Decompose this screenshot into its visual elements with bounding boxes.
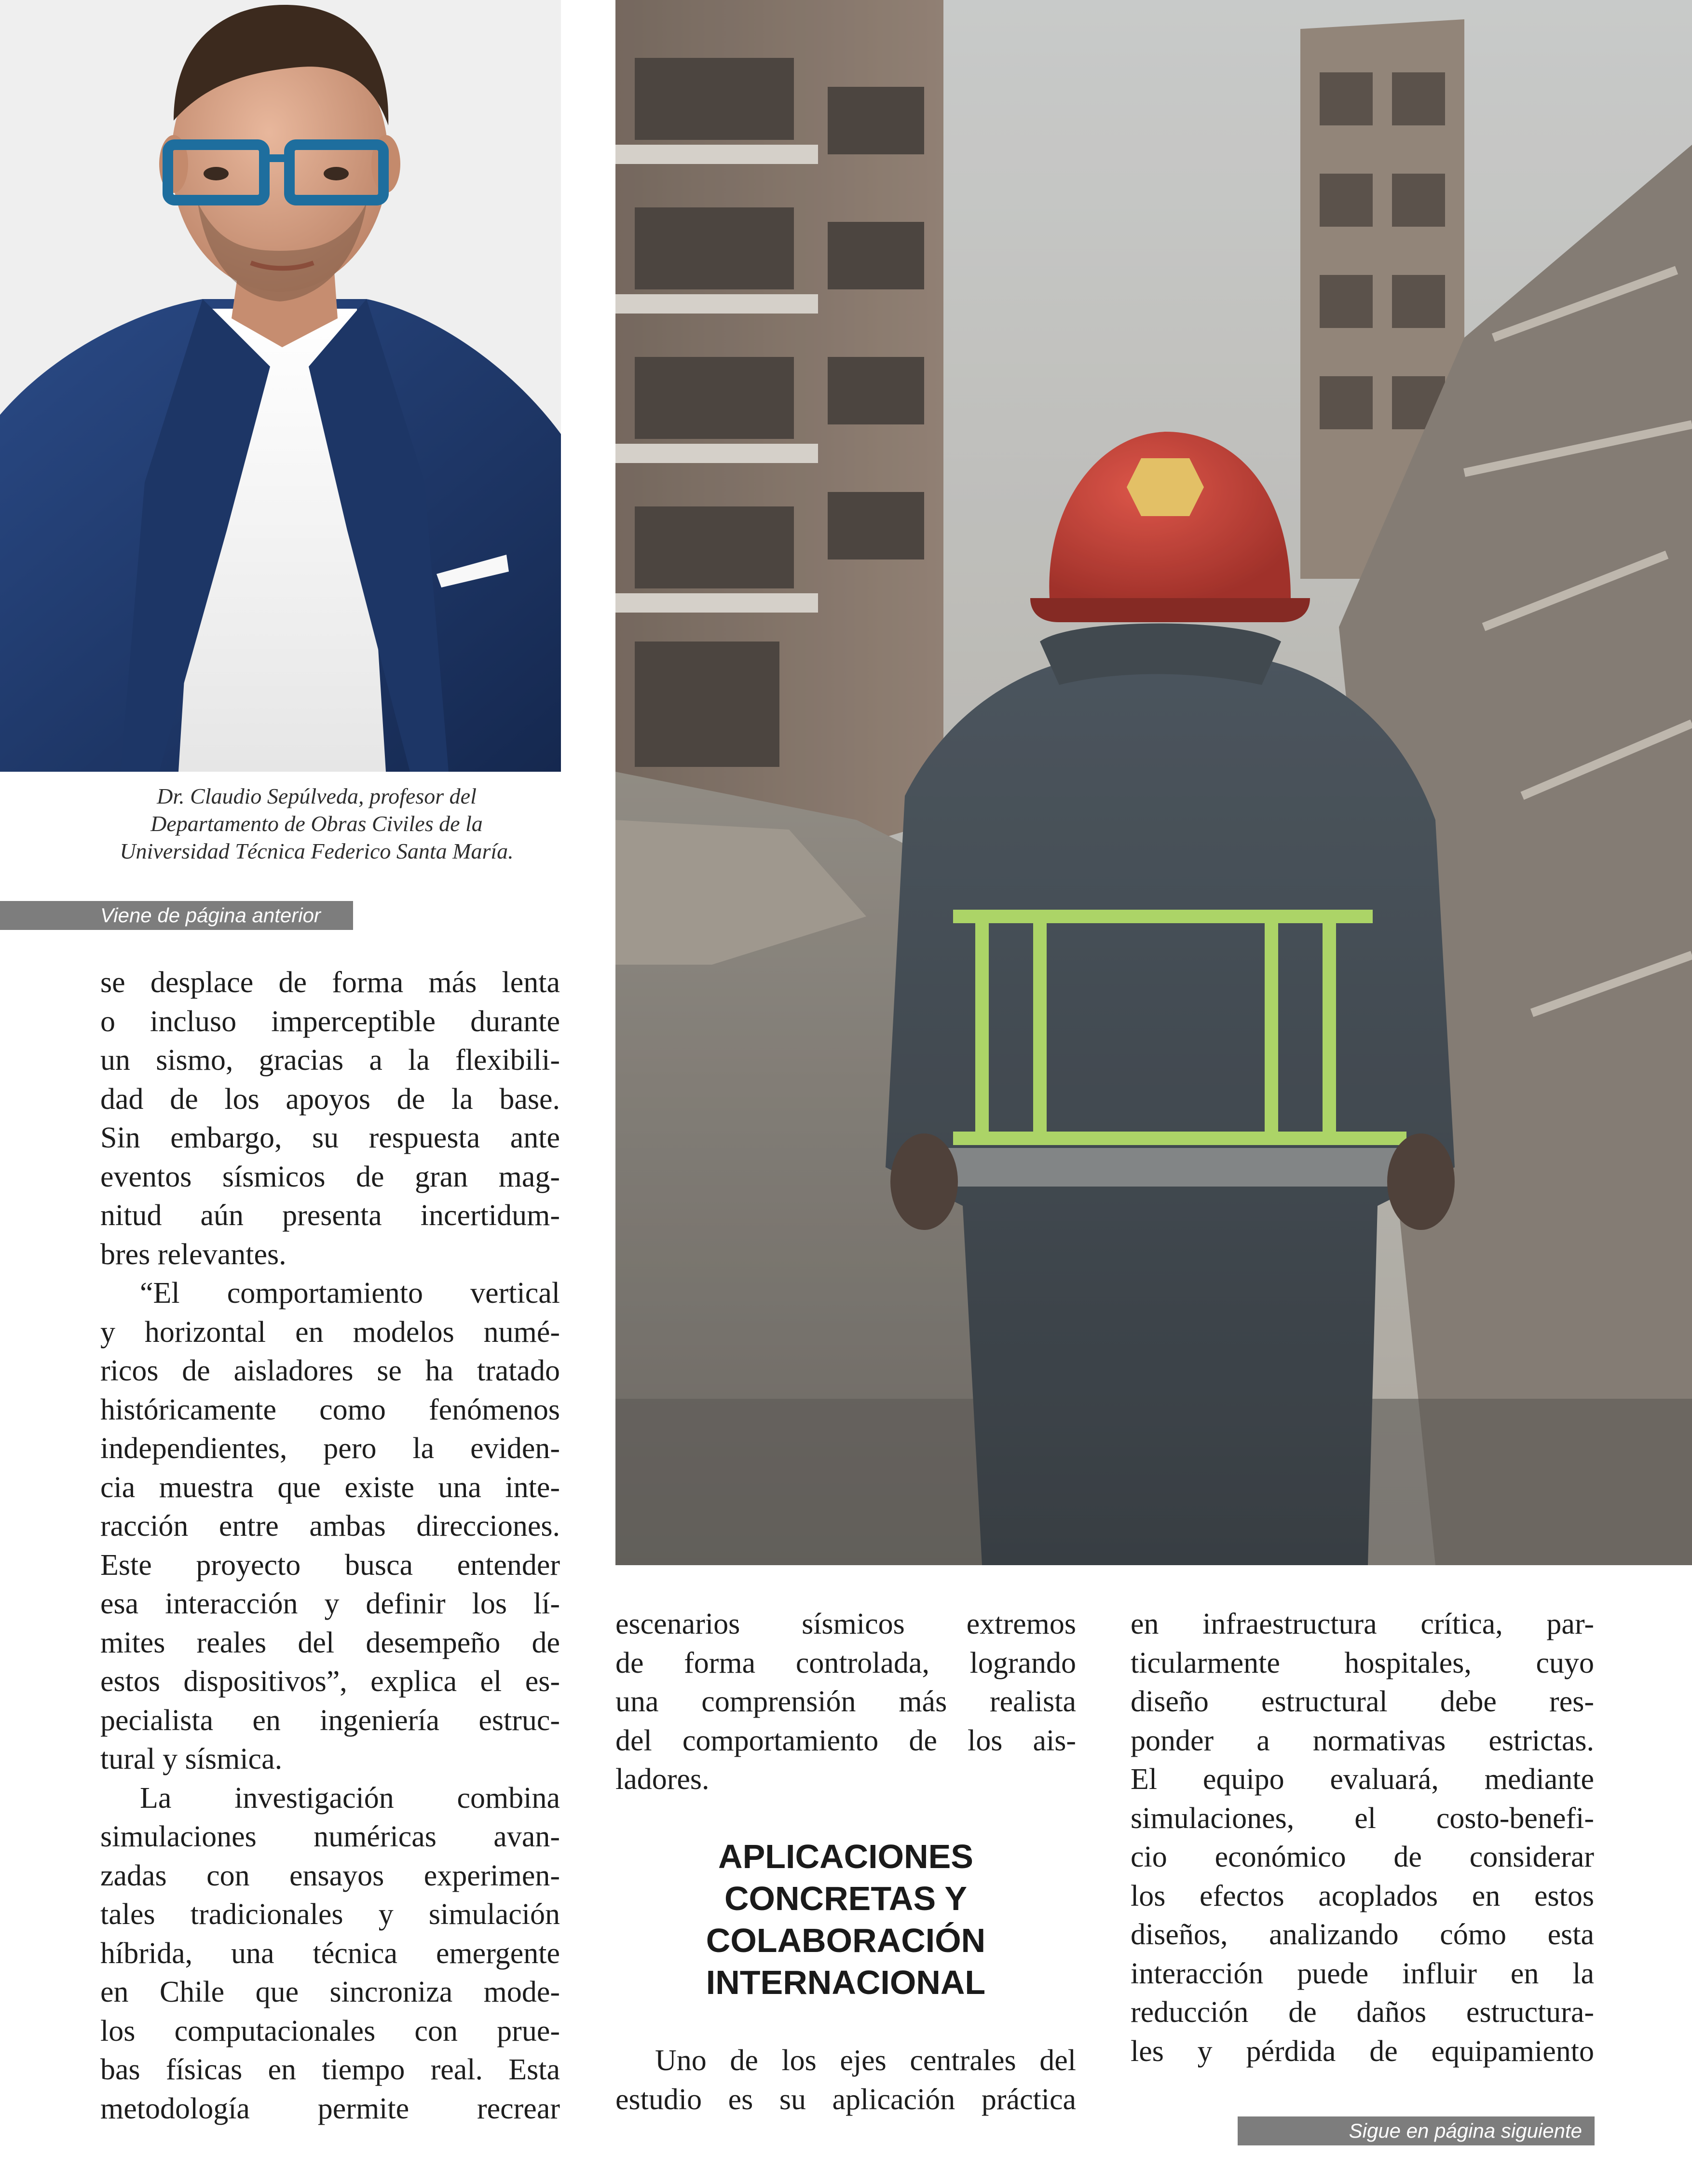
- text-line: diseño estructural debe res-: [1131, 1685, 1594, 1718]
- text-line: estudio es su aplicación práctica: [615, 2083, 1076, 2116]
- continues-on-tag: Sigue en página siguiente: [1238, 2116, 1595, 2145]
- rescue-worker-photo: [615, 0, 1692, 1565]
- text-line: una comprensión más realista: [615, 1685, 1076, 1718]
- text-line: bres relevantes.: [100, 1238, 287, 1271]
- article-column-2: [615, 1605, 1076, 1799]
- text-line: simulaciones numéricas avan-: [100, 1820, 560, 1853]
- text-line: mites reales del desempeño de: [100, 1626, 560, 1659]
- section-heading: [615, 1836, 1076, 2004]
- text-line: metodología permite recrear: [100, 2092, 560, 2125]
- text-line: bas físicas en tiempo real. Esta: [100, 2053, 560, 2086]
- text-line: Sin embargo, su respuesta ante: [100, 1121, 560, 1154]
- text-line: cia muestra que existe una inte-: [100, 1471, 560, 1504]
- heading-line: CONCRETAS Y: [724, 1880, 968, 1917]
- text-line: estos dispositivos”, explica el es-: [100, 1665, 560, 1698]
- caption-line: Universidad Técnica Federico Santa María.: [120, 839, 514, 863]
- text-line: simulaciones, el costo-benefi-: [1131, 1802, 1594, 1835]
- caption-line: Departamento de Obras Civiles de la: [150, 811, 483, 836]
- text-line: ticularmente hospitales, cuyo: [1131, 1646, 1594, 1679]
- text-line: pecialista en ingeniería estruc-: [100, 1704, 560, 1737]
- text-line: históricamente como fenómenos: [100, 1393, 560, 1426]
- text-line: zadas con ensayos experimen-: [100, 1859, 560, 1892]
- article-column-3: [1131, 1605, 1594, 2071]
- portrait-photo: [0, 0, 561, 772]
- article-column-1: [100, 963, 560, 2128]
- text-line: ladores.: [615, 1763, 710, 1796]
- text-line: El equipo evaluará, mediante: [1131, 1763, 1594, 1796]
- text-line: ricos de aisladores se ha tratado: [100, 1354, 560, 1387]
- text-line: tales tradicionales y simulación: [100, 1898, 560, 1931]
- text-line: nitud aún presenta incertidum-: [100, 1199, 560, 1232]
- heading-line: COLABORACIÓN: [706, 1922, 986, 1959]
- text-line: se desplace de forma más lenta: [100, 966, 560, 999]
- text-line: escenarios sísmicos extremos: [615, 1608, 1076, 1640]
- text-line: o incluso imperceptible durante: [100, 1005, 560, 1038]
- text-line: de forma controlada, logrando: [615, 1646, 1076, 1679]
- continued-from-tag: Viene de página anterior: [0, 901, 353, 930]
- article-column-2-continued: [615, 2041, 1076, 2119]
- text-line: en infraestructura crítica, par-: [1131, 1608, 1594, 1640]
- text-line: La investigación combina: [140, 1781, 560, 1815]
- text-line: híbrida, una técnica emergente: [100, 1937, 560, 1970]
- text-line: ponder a normativas estrictas.: [1131, 1724, 1594, 1757]
- text-line: en Chile que sincroniza mode-: [100, 1976, 560, 2008]
- text-line: diseños, analizando cómo esta: [1131, 1918, 1594, 1951]
- photo-caption: [72, 782, 561, 865]
- text-line: eventos sísmicos de gran mag-: [100, 1160, 560, 1193]
- heading-line: APLICACIONES: [718, 1838, 973, 1875]
- text-line: independientes, pero la eviden-: [100, 1432, 560, 1465]
- text-line: Este proyecto busca entender: [100, 1548, 560, 1582]
- text-line: interacción puede influir en la: [1131, 1957, 1594, 1990]
- text-line: dad de los apoyos de la base.: [100, 1082, 560, 1116]
- text-line: les y pérdida de equipamiento: [1131, 2034, 1594, 2068]
- text-line: cio económico de considerar: [1131, 1841, 1594, 1873]
- text-line: “El comportamiento vertical: [140, 1277, 560, 1310]
- text-line: los computacionales con prue-: [100, 2014, 560, 2048]
- text-line: un sismo, gracias a la flexibili-: [100, 1044, 560, 1077]
- text-line: del comportamiento de los ais-: [615, 1724, 1076, 1757]
- text-line: y horizontal en modelos numé-: [100, 1315, 560, 1349]
- text-line: tural y sísmica.: [100, 1743, 283, 1775]
- text-line: reducción de daños estructura-: [1131, 1996, 1594, 2029]
- text-line: Uno de los ejes centrales del: [655, 2044, 1076, 2077]
- text-line: los efectos acoplados en estos: [1131, 1879, 1594, 1912]
- heading-line: INTERNACIONAL: [706, 1964, 986, 2001]
- caption-line: Dr. Claudio Sepúlveda, profesor del: [157, 784, 477, 808]
- text-line: esa interacción y definir los lí-: [100, 1587, 560, 1620]
- text-line: racción entre ambas direcciones.: [100, 1510, 560, 1542]
